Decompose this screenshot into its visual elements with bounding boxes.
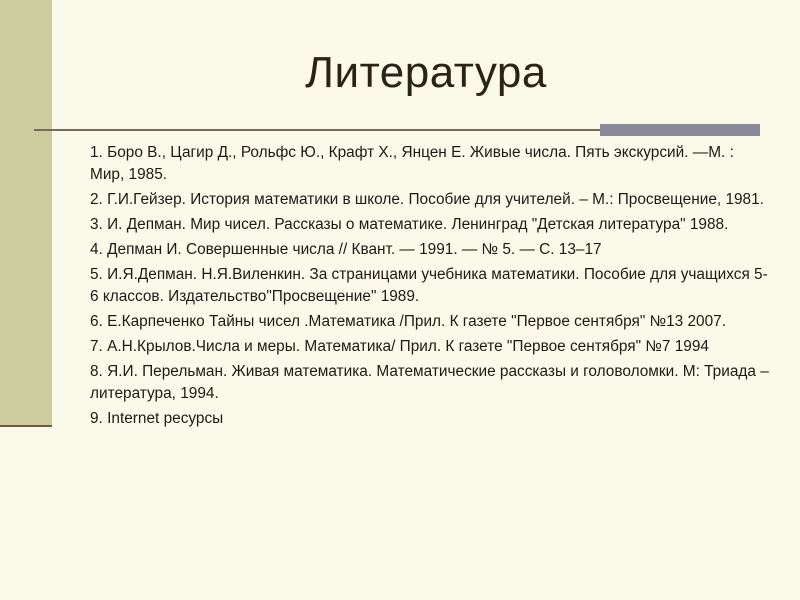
reference-item: 9. Internet ресурсы bbox=[90, 410, 224, 427]
side-bar-bottom-edge bbox=[0, 425, 52, 427]
title-underline-accent bbox=[600, 124, 760, 136]
reference-item: 7. А.Н.Крылов.Числа и меры. Математика/ Прил. К газете "Первое сентября" №7 1994 bbox=[90, 338, 709, 355]
reference-item: 2. Г.И.Гейзер. История математики в школе. Пособие для учителей. – М.: Просвещение, 1981. bbox=[90, 191, 764, 208]
title-underline-rule bbox=[34, 129, 600, 131]
reference-item: 1. Боро В., Цагир Д., Рольфс Ю., Крафт Х., Янцен Е. Живые числа. Пять экскурсий. —М. : Мир, 1985. bbox=[90, 144, 734, 183]
reference-item: 5. И.Я.Депман. Н.Я.Виленкин. За страницами учебника математики. Пособие для учащихся 5-6 классов. Издательство"Просвещение" 1989. bbox=[90, 266, 768, 305]
reference-item: 6. Е.Карпеченко Тайны чисел .Математика /Прил. К газете "Первое сентября" №13 2007. bbox=[90, 313, 726, 330]
slide-title: Литература bbox=[305, 48, 547, 97]
reference-item: 8. Я.И. Перельман. Живая математика. Математические рассказы и головоломки. М: Триада – литература, 1994. bbox=[90, 363, 769, 402]
reference-item: 3. И. Депман. Мир чисел. Рассказы о математике. Ленинград "Детская литература" 1988. bbox=[90, 216, 729, 233]
references-list bbox=[90, 142, 770, 433]
decorative-side-bar bbox=[0, 0, 52, 425]
reference-item: 4. Депман И. Совершенные числа // Квант. — 1991. — № 5. — С. 13–17 bbox=[90, 241, 602, 258]
